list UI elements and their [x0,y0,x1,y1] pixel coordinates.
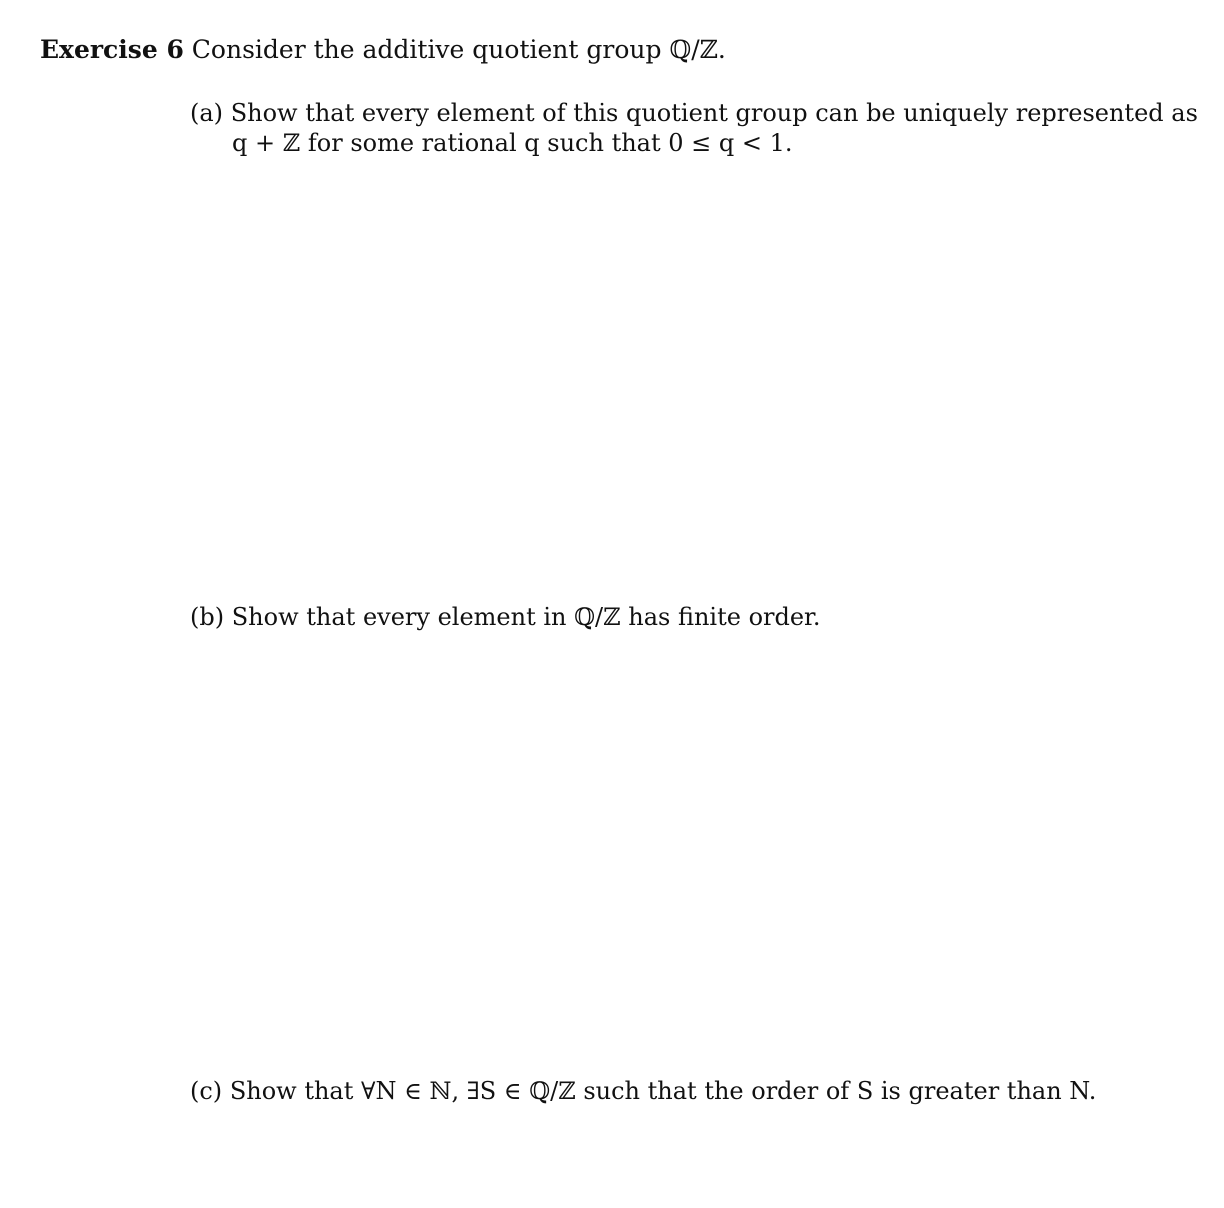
exercise-label: Exercise 6 [40,35,184,64]
part-a [190,98,1198,158]
exercise-heading [40,34,726,66]
part-c-marker: (c) [190,1077,223,1105]
part-a-text-line-2: q + ℤ for some rational q such that 0 ≤ q < 1. [232,129,793,157]
part-a-line-1 [190,98,1198,128]
part-a-text-line-1: Show that every element of this quotient group can be uniquely represented as [230,99,1198,127]
exercise-statement: Consider the additive quotient group ℚ/ℤ. [191,35,726,64]
part-a-marker: (a) [190,99,224,127]
part-c-line [190,1076,1140,1106]
part-c-text: Show that ∀N ∈ ℕ, ∃S ∈ ℚ/ℤ such that the order of S is greater than N. [229,1077,1097,1105]
part-b-marker: (b) [190,603,225,631]
part-b [190,602,1140,632]
part-b-text: Show that every element in ℚ/ℤ has finite order. [231,603,821,631]
part-b-line [190,602,1140,632]
part-a-line-2 [190,128,1140,158]
part-c [190,1076,1140,1106]
